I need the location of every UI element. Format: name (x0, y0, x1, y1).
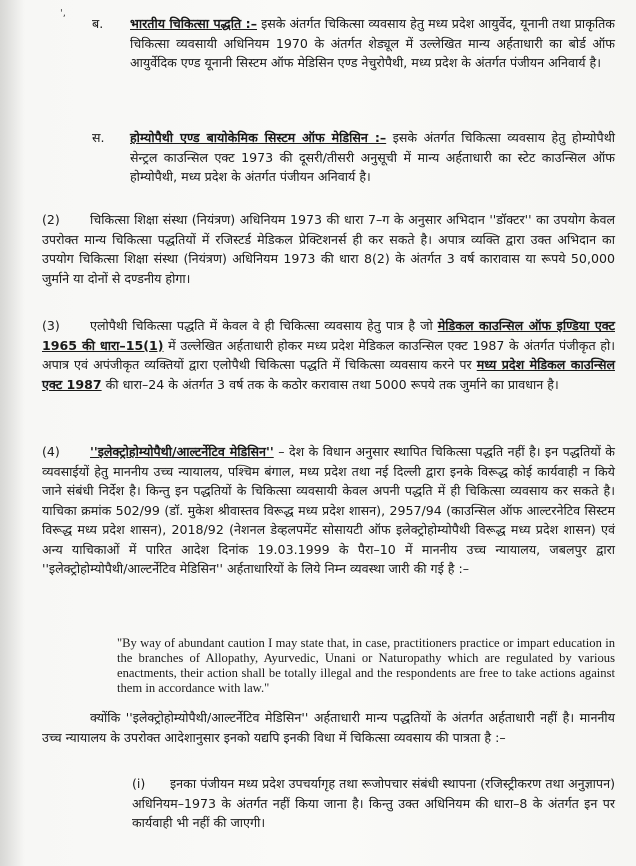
item-s-marker: स. (92, 130, 105, 145)
item-4-heading: ''इलेक्ट्रोहोम्योपैथी/आल्टर्नेटिव मेडिसिन'' (90, 444, 274, 459)
item-2-paragraph (42, 210, 615, 288)
sub-i-marker: (i) (132, 776, 146, 791)
sub-i-paragraph (132, 774, 615, 833)
court-quote: "By way of abundant caution I may state that, in case, practitioners practice or impart education in the branches of Allopathy, Ayurvedic, Unani or Naturopathy which are regulated by various enactments, their action shall be totally illegal and the respondents are free to take actions against them in accordance with law." (117, 636, 615, 695)
item-3-emph-a: मेडिकल काउन्सिल ऑफ इण्डिया एक्ट 1965 की धारा–15(1) (42, 318, 615, 353)
sub-i-text: इनका पंजीयन मध्य प्रदेश उपचर्यागृह तथा रूजोपचार संबंधी स्थापना (रजिस्ट्रीकरण तथा अनुज्ञापन) अधिनियम–1973 के अंतर्गत नहीं किया जाना है। किन्तु उक्त अधिनियम की धारा–8 के अंतर्गत इन पर कार्यवाही भी नहीं की जाएगी। (132, 776, 615, 830)
item-b-paragraph (130, 14, 615, 73)
item-b-heading: भारतीय चिकित्सा पद्धति :– (130, 16, 257, 31)
item-s-text: इसके अंतर्गत चिकित्सा व्यवसाय हेतु होम्योपैथी सेन्ट्रल काउन्सिल एक्ट 1973 की दूसरी/तीसरी अनुसूची में मान्य अर्हताधारी का स्टेट काउन्सिल ऑफ होम्योपैथी, मध्य प्रदेश के अंतर्गत पंजीयन अनिवार्य है। (130, 130, 615, 184)
item-4-text: – देश के विधान अनुसार स्थापित चिकित्सा पद्धति नहीं है। इन पद्धतियों के व्यवसाईयों हेतु माननीय उच्च न्यायालय, पश्चिम बंगाल, मध्य प्रदेश तथा नई दिल्ली द्वारा इनके विरूद्ध कोई कार्यवाही न किये जाने संबंधी निर्देश है। किन्तु इन पद्धतियों के चिकित्सा व्यवसायी केवल अपनी पद्धति में ही चिकित्सा व्यवसाय कर सकते है। याचिका क्रमांक 502/99 (डॉ. मुकेश श्रीवास्तव विरूद्ध मध्य प्रदेश शासन), 2957/94 (काउन्सिल ऑफ आल्टरनेटिव सिस्टम विरूद्ध मध्य प्रदेश शासन), 2018/92 (नेशनल डेव्हलपमेंट सोसायटी ऑफ इलेक्ट्रोहोम्योपैथी विरूद्ध मध्य प्रदेश शासन) एवं अन्य याचिकाओं में पारित आदेश दिनांक 19.03.1999 के पैरा–10 में माननीय उच्च न्यायालय, जबलपुर द्वारा ''इलेक्ट्रोहोम्योपैथी/आल्टर्नेटिव मेडिसिन'' अर्हताधारियों के लिये निम्न व्यवस्था जारी की गई है :– (42, 444, 615, 576)
after-quote-paragraph (42, 708, 615, 747)
item-3-emph-b: मध्य प्रदेश मेडिकल काउन्सिल एक्ट 1987 (42, 357, 615, 392)
tick-mark: ', (60, 8, 66, 19)
item-2-marker: (2) (42, 212, 60, 227)
after-quote-text: क्योंकि ''इलेक्ट्रोहोम्योपैथी/आल्टर्नेटिव मेडिसिन'' अर्हताधारी मान्य पद्धतियों के अंतर्गत अर्हताधारी नहीं है। माननीय उच्च न्यायालय के उपरोक्त आदेशानुसार इनको यद्यपि इनकी विधा में चिकित्सा व्यवसाय की पात्रता है :– (42, 710, 615, 745)
item-b-marker: ब. (92, 16, 104, 31)
item-4-paragraph (42, 442, 615, 579)
item-b-text: इसके अंतर्गत चिकित्सा व्यवसाय हेतु मध्य प्रदेश आयुर्वेद, यूनानी तथा प्राकृतिक चिकित्सा व्यवसायी अधिनियम 1970 के अंतर्गत शेड्यूल में उल्लेखित मान्य अर्हताधारी का बोर्ड ऑफ आयुर्वेदिक एण्ड यूनानी सिस्टम ऑफ मेडिसिन एण्ड नेचुरोपैथी, मध्य प्रदेश के अंतर्गत पंजीयन अनिवार्य है। (130, 16, 615, 70)
page-edge-shadow (0, 0, 24, 866)
item-3-text-c: की धारा–24 के अंतर्गत 3 वर्ष तक के कठोर करावास तथा 5000 रूपये तक जुर्माने का प्रावधान है। (101, 376, 559, 392)
item-3-text-b: में उल्लेखित अर्हताधारी होकर मध्य प्रदेश मेडिकल काउन्सिल एक्ट 1987 के अंतर्गत पंजीकृत हो। अपात्र एवं अपंजीकृत व्यक्तियों द्वारा एलोपैथी चिकित्सा पद्धति में चिकित्सा व्यवसाय करने पर (42, 337, 616, 372)
item-3-paragraph (42, 316, 615, 394)
item-s-heading: होम्योपैथी एण्ड बायोकेमिक सिस्टम ऑफ मेडिसिन :– (130, 130, 387, 145)
item-3-text-a: एलोपैथी चिकित्सा पद्धति में केवल वे ही चिकित्सा व्यवसाय हेतु पात्र है जो (90, 318, 438, 333)
item-s-paragraph (130, 128, 615, 187)
item-4-marker: (4) (42, 444, 60, 459)
item-3-marker: (3) (42, 318, 60, 333)
item-2-text: चिकित्सा शिक्षा संस्था (नियंत्रण) अधिनियम 1973 की धारा 7–ग के अनुसार अभिदान ''डॉक्टर'' का उपयोग केवल उपरोक्त मान्य चिकित्सा पद्धतियों में रजिस्टर्ड मेडिकल प्रेक्टिशनर्स ही कर सकते है। अपात्र व्यक्ति द्वारा उक्त अभिदान का उपयोग चिकित्सा शिक्षा संस्था (नियंत्रण) अधिनियम 1973 की धारा 8(2) के अंतर्गत 3 वर्ष कारावास या रूपये 50,000 जुर्माने या दोनों से दण्डनीय होगा। (42, 212, 615, 286)
